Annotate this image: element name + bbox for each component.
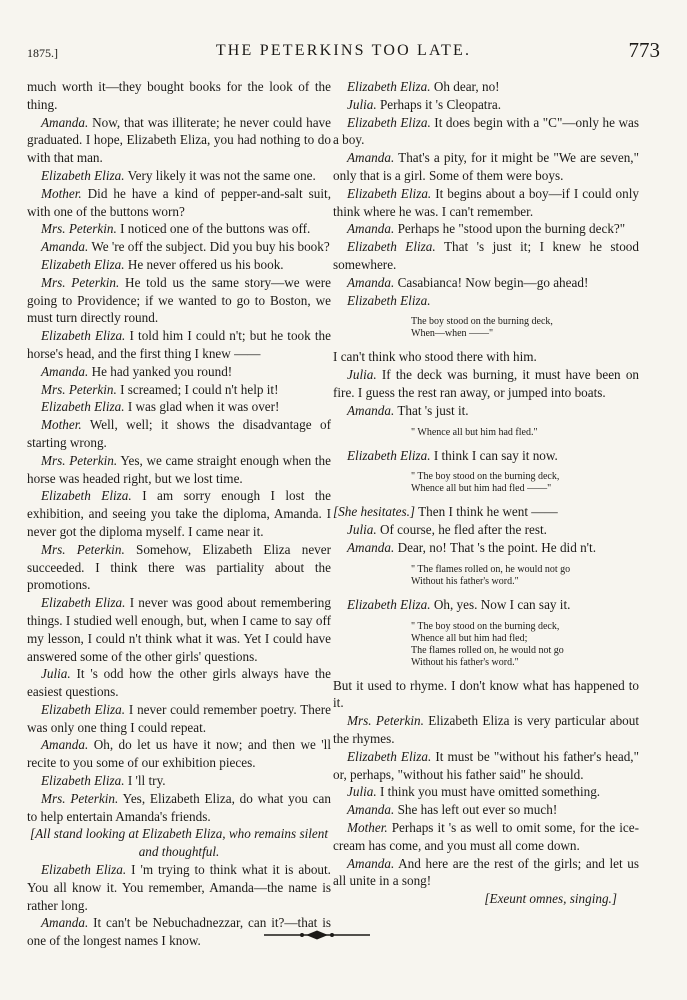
speaker-name: Amanda. [347,855,395,871]
speaker-name: Mrs. Peterkin. [41,381,117,397]
poem-line: Whence all but him had fled ——" [411,483,552,495]
speaker-name: Elizabeth Eliza. [41,773,125,789]
dialogue-paragraph [333,712,639,748]
speaker-name: Amanda. [41,737,89,753]
dialogue-paragraph [333,274,639,292]
dialogue-text: That 's just it; I knew he stood somewhere. [333,239,639,272]
dialogue-paragraph [333,185,639,221]
speaker-name: Mrs. Peterkin. [41,452,118,468]
dialogue-text: Perhaps it 's as well to omit some, for the ice-cream has come, and you must all come down. [333,819,639,853]
dialogue-paragraph [333,402,639,420]
dialogue-text: Yes, we came straight enough when the horse was headed right, but we lost time. [27,452,332,486]
dialogue-text: I noticed one of the buttons was off. [120,221,311,237]
dialogue-text: He told us the same story—we were going to Providence; if we wanted to go to Boston, we must turn directly round. [27,274,332,326]
dialogue-text: He had yanked you round! [91,363,233,379]
speaker-name: Elizabeth Eliza. [41,399,125,415]
dialogue-text: That's a pity, for it might be "We are seven," only that is a girl. Some of them were boys. [333,150,639,183]
dialogue-paragraph [333,348,639,366]
dialogue-text: Well, well; it shows the disadvantage of starting wrong. [27,417,332,450]
speaker-name: Mother. [41,185,82,201]
dialogue-text: Then I think he went —— [418,504,558,520]
dialogue-text: She has left out ever so much! [397,802,558,818]
speaker-name: Amanda. [41,363,89,379]
dialogue-text: It begins about a boy—if I could only think where he was. I can't remember. [333,185,639,219]
speaker-name: Amanda. [347,221,395,237]
speaker-name: Elizabeth Eliza. [41,595,126,611]
dialogue-paragraph [27,594,331,665]
dialogue-paragraph [333,238,639,274]
dialogue-text: I told him I could n't; but he took the horse's head, and the first thing I knew —— [27,328,331,361]
dialogue-text: Oh, do let us have it now; and then we 'll recite to you some of our exhibition pieces. [27,737,331,771]
end-ornament-icon [262,929,372,941]
dialogue-paragraph [333,503,639,521]
speaker-name: Elizabeth Eliza. [41,701,126,717]
right-column [333,78,639,908]
dialogue-paragraph [27,861,331,914]
dialogue-text: We 're off the subject. Did you buy his book? [91,239,330,255]
header-year: 1875.] [27,46,58,60]
poem-line: " The flames rolled on, he would not go [411,563,571,575]
poem-line: Without his father's word." [411,656,519,668]
dialogue-paragraph [333,114,639,150]
dialogue-text: I think you must have omitted something. [379,784,601,800]
dialogue-text: Did he have a kind of pepper-and-salt suit, with one of the buttons worn? [27,185,331,219]
dialogue-text: Yes, Elizabeth Eliza, do what you can to help entertain Amanda's friends. [27,790,331,824]
running-header [27,38,660,64]
dialogue-paragraph [27,167,331,185]
speaker-name: Mother. [41,417,82,433]
speaker-name: Elizabeth Eliza. [347,596,431,612]
speaker-name: Amanda. [41,114,89,130]
dialogue-paragraph [333,292,639,310]
dialogue-paragraph [333,801,639,819]
page-number: 773 [628,38,660,62]
dialogue-text: Of course, he fled after the rest. [379,522,547,538]
dialogue-paragraph [27,114,331,167]
dialogue-text: It 's odd how the other girls always have the easiest questions. [27,666,332,700]
dialogue-paragraph [333,366,639,402]
speaker-name: Amanda. [347,402,395,418]
dialogue-text: It can't be Nebuchadnezzar, can it?—that is one of the longest names I know. [27,915,331,949]
dialogue-paragraph [333,149,639,185]
speaker-name: Mother. [347,819,388,835]
dialogue-paragraph [333,596,639,614]
dialogue-paragraph [27,772,331,790]
dialogue-paragraph [27,238,331,256]
poem-quotation [411,316,639,340]
dialogue-text: Now, that was illiterate; he never could have graduated. I hope, Elizabeth Eliza, you had nothing to do with that man. [27,114,332,166]
dialogue-text: Oh, yes. Now I can say it. [433,596,571,612]
header-title: THE PETERKINS TOO LATE. [215,42,472,59]
speaker-name: Amanda. [41,239,89,255]
speaker-name: Elizabeth Eliza. [347,292,431,308]
dialogue-text: But it used to rhyme. I don't know what has happened to it. [333,677,639,711]
dialogue-paragraph [333,819,639,855]
dialogue-text: He never offered us his book. [127,256,284,272]
speaker-name: Mrs. Peterkin. [41,221,117,237]
dialogue-paragraph [27,274,331,327]
poem-line: The boy stood on the burning deck, [411,316,553,328]
dialogue-paragraph [27,452,331,488]
speaker-name: [She hesitates.] [333,504,416,520]
dialogue-paragraph [27,256,331,274]
dialogue-text: It does begin with a "C"—only he was a boy. [333,114,639,148]
speaker-name: Amanda. [347,274,395,290]
speaker-name: Amanda. [41,915,89,931]
dialogue-text: If the deck was burning, it must have been on fire. I guess the rest ran away, or jumped into boats. [333,367,640,400]
poem-line: " The boy stood on the burning deck, [411,471,560,483]
dialogue-text: I was glad when it was over! [127,399,280,415]
dialogue-paragraph [333,855,639,891]
dialogue-paragraph [333,220,639,238]
poem-quotation [411,471,639,495]
dialogue-text: I think I can say it now. [433,447,558,463]
speaker-name: Julia. [347,96,377,112]
dialogue-text: Casabianca! Now begin—go ahead! [397,274,589,290]
poem-line: Without his father's word." [411,575,519,587]
dialogue-paragraph [333,677,639,713]
left-column [27,78,331,950]
dialogue-text: I screamed; I could n't help it! [120,381,279,397]
poem-quotation [411,427,639,439]
dialogue-text: Perhaps he "stood upon the burning deck?" [397,221,626,237]
speaker-name: Elizabeth Eliza. [41,328,126,344]
dialogue-text: Oh dear, no! [433,79,500,94]
dialogue-text: It must be "without his father's head," or, perhaps, "without his father said" he should. [333,748,639,782]
speaker-name: Elizabeth Eliza. [347,447,431,463]
poem-line: The flames rolled on, he would not go [411,644,564,656]
dialogue-paragraph [333,96,639,114]
stage-direction: [Exeunt omnes, singing.] [484,891,617,907]
speaker-name: Mrs. Peterkin. [41,541,125,557]
dialogue-paragraph [333,783,639,801]
poem-line: " Whence all but him had fled." [411,426,538,438]
poem-quotation [411,621,639,669]
speaker-name: Elizabeth Eliza. [41,862,127,878]
dialogue-text: I can't think who stood there with him. [333,349,537,365]
dialogue-text: I 'm trying to think what it is about. You all know it. You remember, Amanda—the name is rather long. [27,862,331,913]
speaker-name: Amanda. [347,150,395,166]
dialogue-paragraph [27,736,331,772]
dialogue-paragraph [333,539,639,557]
poem-line: Whence all but him had fled; [411,632,528,644]
dialogue-paragraph [27,363,331,381]
dialogue-text: I 'll try. [127,773,166,789]
speaker-name: Amanda. [347,802,395,818]
dialogue-paragraph [27,220,331,238]
dialogue-paragraph [27,381,331,399]
dialogue-paragraph [27,541,331,594]
speaker-name: Mrs. Peterkin. [41,790,119,806]
stage-direction: [All stand looking at Elizabeth Eliza, who remains silent and thoughtful. [29,826,329,860]
dialogue-text: Elizabeth Eliza is very particular about the rhymes. [333,713,640,746]
speaker-name: Elizabeth Eliza. [347,114,431,130]
speaker-name: Julia. [347,784,377,800]
dialogue-paragraph [27,665,331,701]
dialogue-paragraph [27,416,331,452]
speaker-name: Julia. [347,522,377,538]
dialogue-paragraph [27,701,331,737]
dialogue-text: I am sorry enough I lost the exhibition, and seeing you take the diploma, Amanda. I never got the diploma myself. I came near it. [27,488,332,539]
dialogue-paragraph [27,398,331,416]
dialogue-paragraph [333,748,639,784]
dialogue-paragraph [27,78,331,114]
poem-line: " The boy stood on the burning deck, [411,620,560,632]
dialogue-text: much worth it—they bought books for the look of the thing. [27,79,331,112]
poem-line: When—when ——" [411,328,494,340]
dialogue-paragraph [333,447,639,465]
dialogue-text: Dear, no! That 's the point. He did n't. [397,539,597,555]
speaker-name: Amanda. [347,539,395,555]
dialogue-text: Somehow, Elizabeth Eliza never succeeded. I think there was partiality about the promotions. [27,541,332,593]
dialogue-text: Very likely it was not the same one. [127,167,316,183]
dialogue-text: Perhaps it 's Cleopatra. [379,96,502,112]
speaker-name: Elizabeth Eliza. [347,239,436,255]
speaker-name: Elizabeth Eliza. [41,488,132,504]
speaker-name: Julia. [41,666,71,682]
speaker-name: Elizabeth Eliza. [41,256,125,272]
dialogue-paragraph [27,487,331,540]
dialogue-paragraph [333,521,639,539]
dialogue-paragraph [27,790,331,826]
speaker-name: Elizabeth Eliza. [347,185,432,201]
speaker-name: Elizabeth Eliza. [347,79,431,94]
dialogue-text: That 's just it. [397,402,469,418]
dialogue-text: I never could remember poetry. There was only one thing I could repeat. [27,701,331,735]
dialogue-text: And here are the rest of the girls; and let us all unite in a song! [333,855,639,889]
poem-quotation [411,564,639,588]
speaker-name: Julia. [347,367,377,383]
speaker-name: Mrs. Peterkin. [347,713,424,729]
speaker-name: Mrs. Peterkin. [41,274,120,290]
dialogue-text: I never was good about remembering things. I studied well enough, but, when I came to say off my lesson, I could n't think what it was. Yet I could have answered some of the other girls' questions. [27,595,331,664]
speaker-name: Elizabeth Eliza. [41,167,125,183]
dialogue-paragraph [333,78,639,96]
speaker-name: Elizabeth Eliza. [347,748,432,764]
dialogue-paragraph [27,185,331,221]
dialogue-paragraph [27,327,331,363]
